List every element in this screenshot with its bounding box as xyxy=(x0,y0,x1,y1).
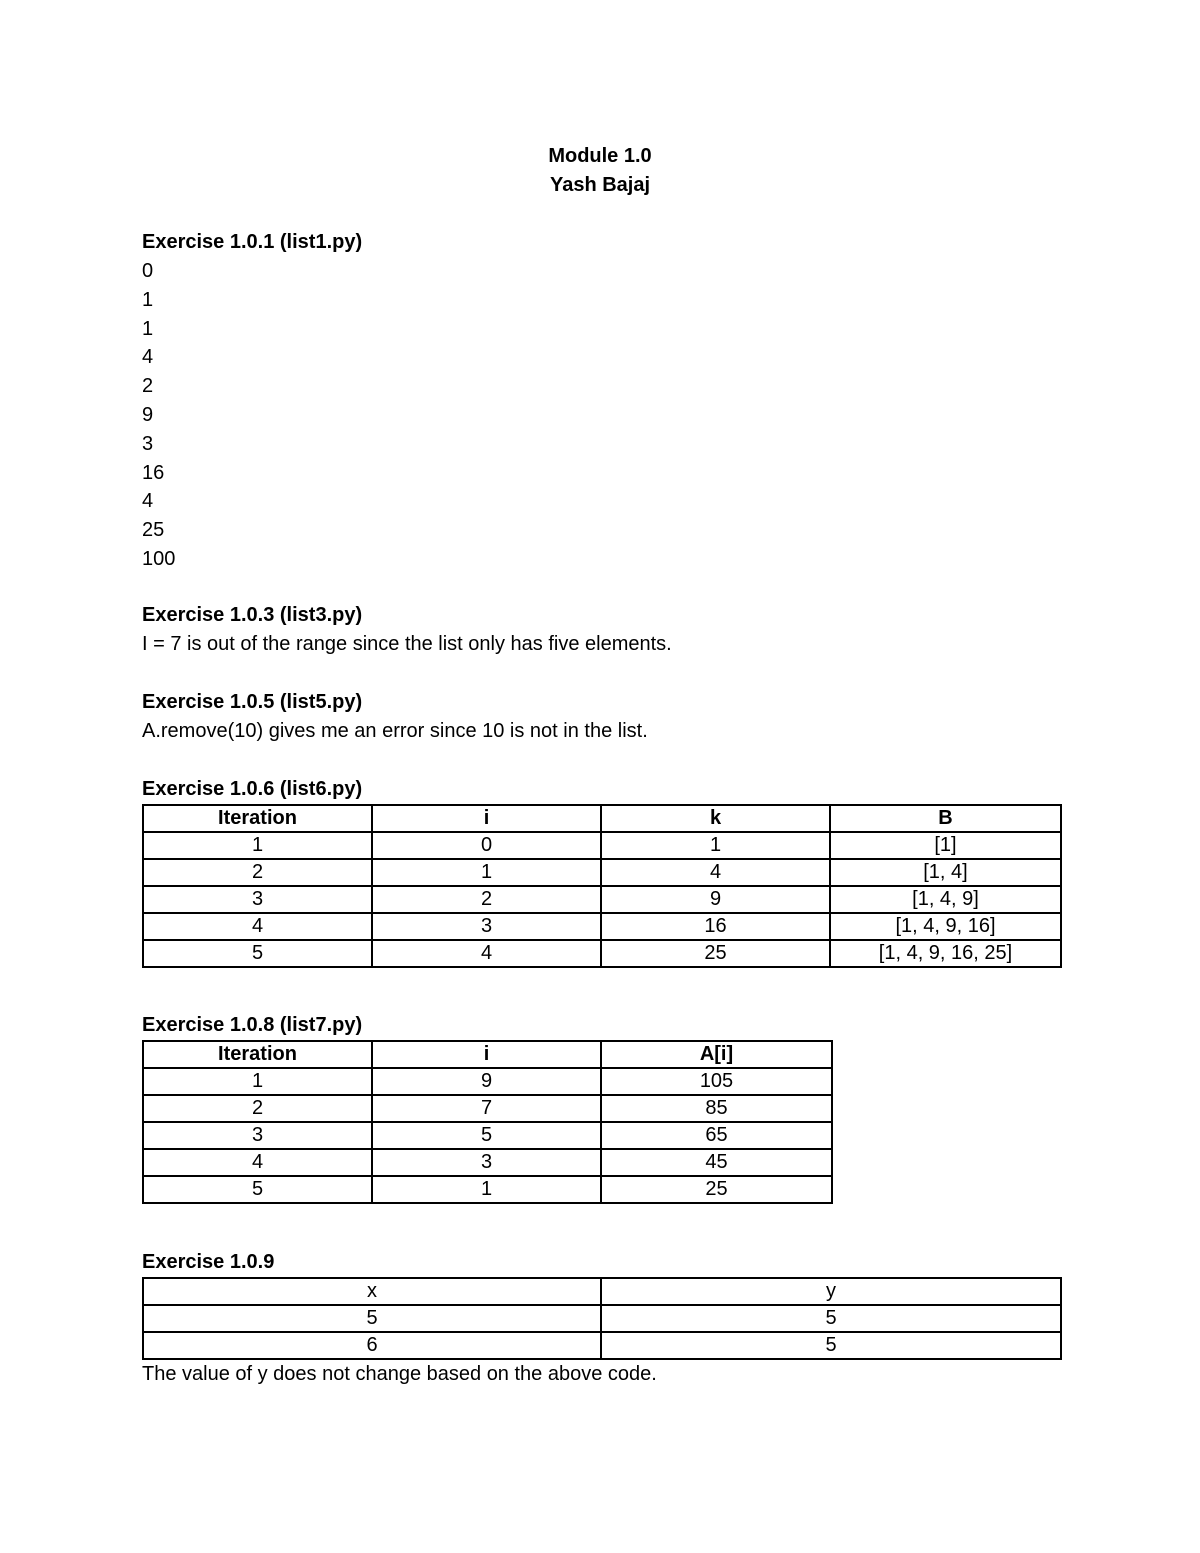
column-header: B xyxy=(830,805,1061,832)
column-header: Iteration xyxy=(143,1041,372,1068)
table-cell: 45 xyxy=(601,1149,832,1176)
table-cell: 5 xyxy=(601,1332,1061,1359)
exercise-1-0-3-answer: I = 7 is out of the range since the list only has five elements. xyxy=(142,633,672,655)
output-line: 1 xyxy=(142,317,154,340)
table-row xyxy=(143,940,1061,967)
exercise-1-0-3 xyxy=(142,601,1060,659)
output-line: 0 xyxy=(142,260,154,282)
table-header-row xyxy=(143,1041,832,1068)
table-cell: 1 xyxy=(143,832,372,859)
table-cell: 5 xyxy=(143,940,372,967)
exercise-1-0-5 xyxy=(142,688,1060,746)
exercise-1-0-8 xyxy=(142,1011,1060,1204)
title-block xyxy=(0,142,1200,200)
table-row xyxy=(143,1095,832,1122)
list6-table xyxy=(142,804,1062,968)
table-cell: 1 xyxy=(372,859,601,886)
table-cell: 2 xyxy=(372,886,601,913)
table-cell: 3 xyxy=(143,886,372,913)
output-line: 16 xyxy=(142,461,165,484)
table-cell: 3 xyxy=(372,913,601,940)
table-cell: 7 xyxy=(372,1095,601,1122)
table-cell: 3 xyxy=(372,1149,601,1176)
table-cell: 85 xyxy=(601,1095,832,1122)
output-line: 3 xyxy=(142,432,154,455)
table-row xyxy=(143,1068,832,1095)
table-cell: [1] xyxy=(830,832,1061,859)
table-cell: 6 xyxy=(143,1332,601,1359)
table-cell: 5 xyxy=(372,1122,601,1149)
table-row xyxy=(143,859,1061,886)
exercise-1-0-5-answer: A.remove(10) gives me an error since 10 is not in the list. xyxy=(142,720,648,742)
exercise-1-0-6-heading: Exercise 1.0.6 (list6.py) xyxy=(142,778,363,800)
output-line: 2 xyxy=(142,375,154,398)
table-cell: 4 xyxy=(143,913,372,940)
table-cell: 1 xyxy=(372,1176,601,1203)
table-cell: [1, 4] xyxy=(830,859,1061,886)
output-line: 4 xyxy=(142,490,154,513)
table-cell: 1 xyxy=(143,1068,372,1095)
table-row xyxy=(143,1305,1061,1332)
exercise-1-0-3-heading: Exercise 1.0.3 (list3.py) xyxy=(142,604,363,626)
table-cell: 25 xyxy=(601,940,830,967)
table-cell: 5 xyxy=(143,1176,372,1203)
output-line: 100 xyxy=(142,547,176,570)
table-cell: 25 xyxy=(601,1176,832,1203)
table-cell: 3 xyxy=(143,1122,372,1149)
output-line: 9 xyxy=(142,403,154,426)
output-line: 4 xyxy=(142,346,154,369)
table-cell: 5 xyxy=(601,1305,1061,1332)
table-cell: 9 xyxy=(601,886,830,913)
table-cell: 4 xyxy=(601,859,830,886)
column-header: Iteration xyxy=(143,805,372,832)
table-cell: [1, 4, 9] xyxy=(830,886,1061,913)
table-row xyxy=(143,1122,832,1149)
table-header-row xyxy=(143,1278,1061,1305)
table-cell: 9 xyxy=(372,1068,601,1095)
column-header: A[i] xyxy=(601,1041,832,1068)
table-cell: 1 xyxy=(601,832,830,859)
column-header: y xyxy=(601,1278,1061,1305)
table-cell: 4 xyxy=(372,940,601,967)
table-cell: 2 xyxy=(143,859,372,886)
page-title: Module 1.0 xyxy=(548,145,652,167)
xy-table xyxy=(142,1277,1062,1360)
table-header-row xyxy=(143,805,1061,832)
exercise-1-0-9-note: The value of y does not change based on the above code. xyxy=(142,1363,657,1385)
table-cell: [1, 4, 9, 16, 25] xyxy=(830,940,1061,967)
list7-table xyxy=(142,1040,833,1204)
table-cell: [1, 4, 9, 16] xyxy=(830,913,1061,940)
exercise-1-0-6 xyxy=(142,775,1060,968)
table-row xyxy=(143,832,1061,859)
exercise-1-0-8-heading: Exercise 1.0.8 (list7.py) xyxy=(142,1014,363,1036)
table-cell: 2 xyxy=(143,1095,372,1122)
column-header: i xyxy=(372,1041,601,1068)
output-line: 25 xyxy=(142,519,165,542)
output-line: 1 xyxy=(142,288,154,311)
table-row xyxy=(143,886,1061,913)
exercise-1-0-5-heading: Exercise 1.0.5 (list5.py) xyxy=(142,691,363,713)
exercise-1-0-1 xyxy=(142,228,1060,574)
table-row xyxy=(143,1176,832,1203)
table-cell: 65 xyxy=(601,1122,832,1149)
column-header: k xyxy=(601,805,830,832)
column-header: i xyxy=(372,805,601,832)
table-row xyxy=(143,1149,832,1176)
table-cell: 5 xyxy=(143,1305,601,1332)
exercise-1-0-1-heading: Exercise 1.0.1 (list1.py) xyxy=(142,231,363,253)
exercise-1-0-1-output xyxy=(142,257,1060,574)
table-row xyxy=(143,913,1061,940)
table-cell: 105 xyxy=(601,1068,832,1095)
column-header: x xyxy=(143,1278,601,1305)
exercise-1-0-9-heading: Exercise 1.0.9 xyxy=(142,1251,275,1273)
exercise-1-0-9 xyxy=(142,1248,1060,1389)
table-cell: 0 xyxy=(372,832,601,859)
author-name: Yash Bajaj xyxy=(549,174,651,196)
table-cell: 4 xyxy=(143,1149,372,1176)
table-cell: 16 xyxy=(601,913,830,940)
table-row xyxy=(143,1332,1061,1359)
